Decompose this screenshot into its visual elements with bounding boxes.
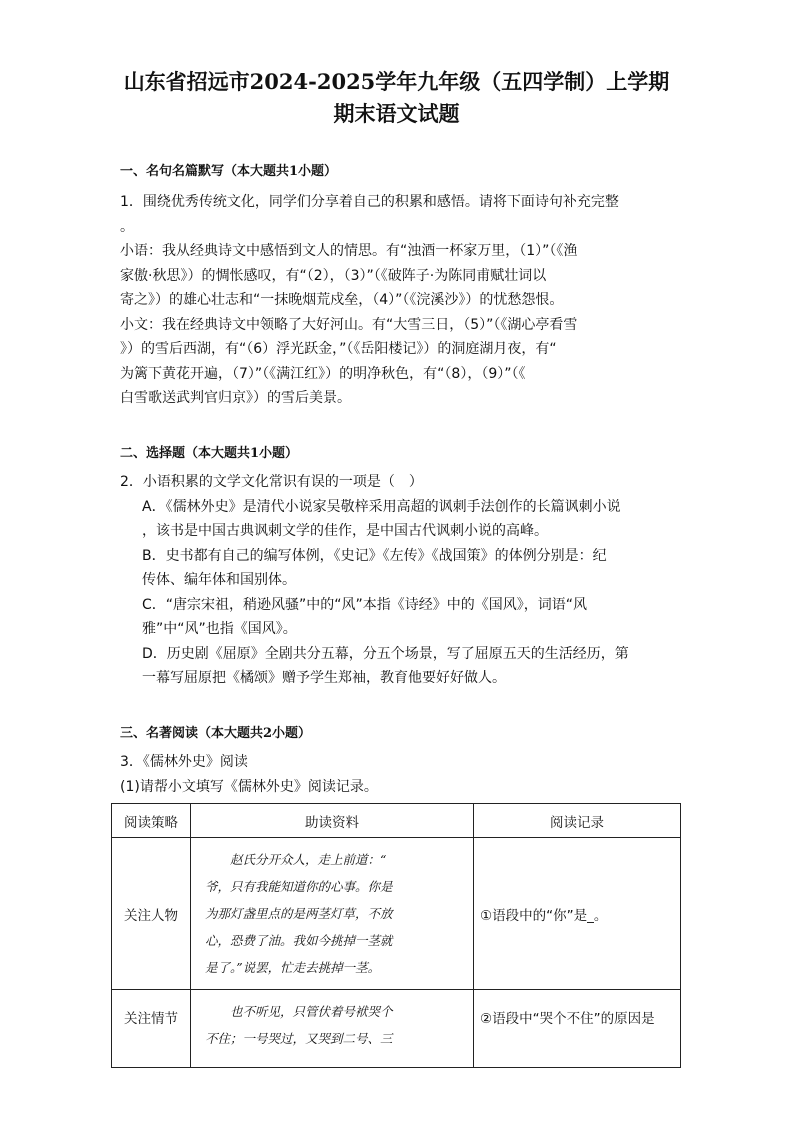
table-row: [112, 838, 681, 990]
page-title: [0, 66, 793, 130]
section-1-heading: 一、名句名篇默写（本大题共1小题）: [120, 164, 338, 179]
material-line: 也不听见，只管伏着号袱哭个: [205, 1004, 393, 1019]
option-d-line: D．历史剧《屈原》全剧共分五幕，分五个场景，写了屈原五天的生活经历，第: [142, 645, 629, 662]
table-header-row: [112, 804, 681, 838]
table-header: 阅读策略: [112, 804, 191, 838]
q1-line: 小文：我在经典诗文中领略了大好河山。有“大雪三日，（5）”（《湖心亭看雪: [120, 316, 578, 333]
table-header: 阅读记录: [474, 804, 681, 838]
q2-stem: 2．小语积累的文学文化常识有误的一项是（ ）: [120, 474, 423, 490]
table-header: 助读资料: [191, 804, 474, 838]
question-3: [120, 750, 680, 799]
option-c-line: 雅”中“风”也指《国风》。: [142, 621, 297, 637]
title-line-1: 山东省招远市2024-2025学年九年级（五四学制）上学期: [123, 69, 670, 94]
material-cell: [191, 838, 474, 990]
q1-line: 小语：我从经典诗文中感悟到文人的情思。有“浊酒一杯家万里，（1）”（《渔: [120, 243, 578, 259]
q1-line: 。: [120, 218, 134, 235]
q3-sub: (1)请帮小文填写《儒林外史》阅读记录。: [120, 778, 378, 795]
q1-line: 1．围绕优秀传统文化，同学们分享着自己的积累和感悟。请将下面诗句补充完整: [120, 194, 619, 210]
q1-line: 白雪歌送武判官归京》）的雪后美景。: [120, 390, 351, 406]
title-line-2: 期末语文试题: [333, 101, 460, 126]
material-cell: [191, 990, 474, 1068]
q1-line: 为篱下黄花开遍，（7）”（《满江红》）的明净秋色，有“（8），（9）”（《: [120, 365, 526, 382]
material-line: 爷，只有我能知道你的心事。你是: [205, 879, 393, 894]
strategy-cell: 关注情节: [112, 990, 191, 1068]
option-d-line: 一幕写屈原把《橘颂》赠予学生郑袖，教育他要好好做人。: [142, 670, 506, 686]
option-a-line: A．《儒林外史》是清代小说家吴敬梓采用高超的讽刺手法创作的长篇讽刺小说: [142, 498, 621, 515]
question-1: [120, 190, 680, 411]
option-b-line: B．史书都有自己的编写体例，《史记》《左传》《战国策》的体例分别是：纪: [142, 547, 607, 564]
material-line: 不住；一号哭过，又哭到二号、三: [205, 1031, 393, 1046]
question-2: [120, 470, 680, 691]
record-cell: ①语段中的“你”是_。: [474, 838, 681, 990]
section-3-heading: 三、名著阅读（本大题共2小题）: [120, 726, 312, 741]
section-2-heading: 二、选择题（本大题共1小题）: [120, 446, 299, 461]
material-line: 赵氏分开众人，走上前道：“: [205, 852, 387, 867]
strategy-cell: 关注人物: [112, 838, 191, 990]
q1-line: 寄之》）的雄心壮志和“一抹晚烟荒戍垒，（4）”（《浣溪沙》）的忧愁怨恨。: [120, 292, 564, 308]
table-row: [112, 990, 681, 1068]
option-c-line: C．“唐宗宋祖，稍逊风骚”中的“风”本指《诗经》中的《国风》，词语“风: [142, 596, 588, 613]
q1-line: 》）的雪后西湖，有“（6）浮光跃金，”（《岳阳楼记》）的洞庭湖月夜，有“: [120, 341, 557, 357]
material-line: 是了。”说罢，忙走去挑掉一茎。: [205, 960, 381, 975]
option-a-line: ，该书是中国古典讽刺文学的佳作，是中国古代讽刺小说的高峰。: [142, 523, 548, 539]
q3-title: 3．《儒林外史》阅读: [120, 754, 248, 770]
reading-record-table: [111, 803, 681, 1068]
option-b-line: 传体、编年体和国别体。: [142, 572, 296, 588]
q1-line: 家傲·秋思》）的惆怅感叹，有“（2），（3）”（《破阵子·为陈同甫赋壮词以: [120, 267, 547, 284]
material-line: 为那灯盏里点的是两茎灯草，不放: [205, 906, 393, 921]
material-line: 心，恐费了油。我如今挑掉一茎就: [205, 933, 393, 948]
record-cell: ②语段中“哭个不住”的原因是: [474, 990, 681, 1068]
